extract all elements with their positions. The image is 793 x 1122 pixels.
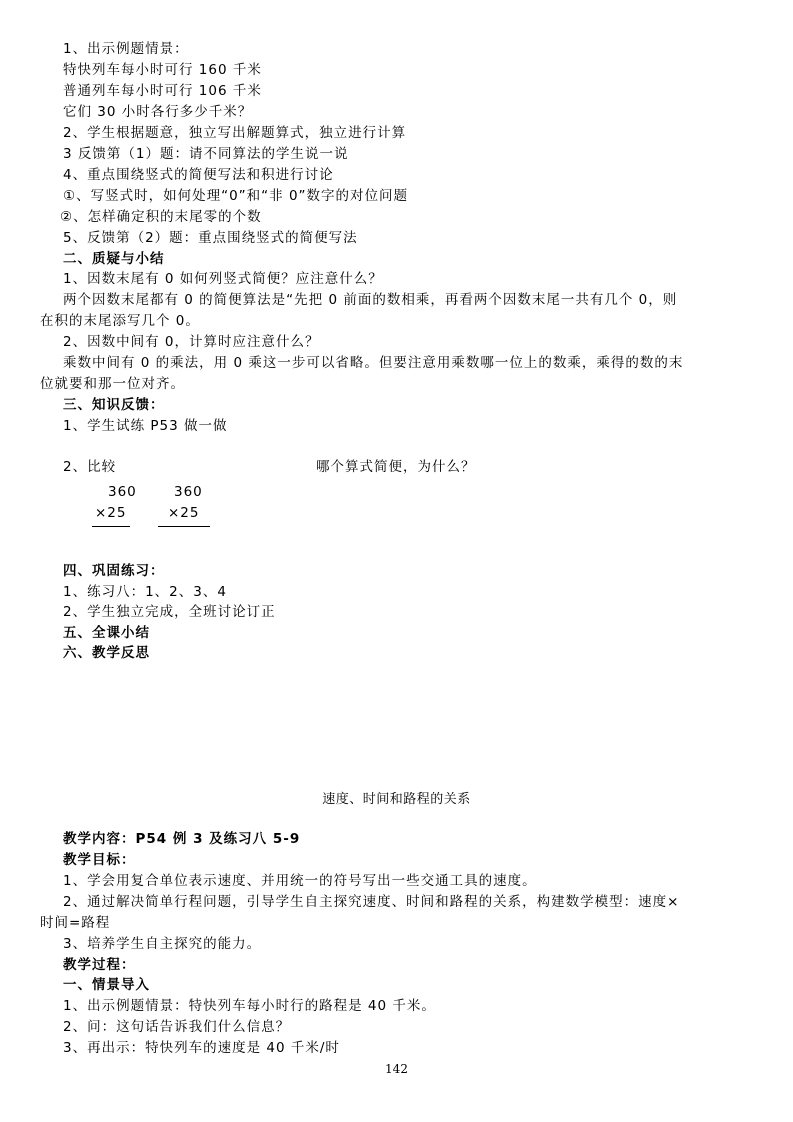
section-2-heading: 二、质疑与小结 xyxy=(63,251,165,267)
goal-2-line-2: 时间=路程 xyxy=(40,915,111,931)
feedback-item-2: 2、比较 xyxy=(63,459,117,475)
goal-2-line-1: 2、通过解决简单行程问题，引导学生自主探究速度、时间和路程的关系，构建数学模型：速度× xyxy=(63,894,680,910)
page-number: 142 xyxy=(385,1062,408,1076)
calc-2-rule xyxy=(158,526,210,527)
calc-1-rule xyxy=(92,526,130,527)
question-line: 它们 30 小时各行多少千米？ xyxy=(63,104,253,120)
answer-1-line-2: 在积的末尾添写几个 0。 xyxy=(40,313,200,329)
process-heading: 教学过程： xyxy=(63,957,136,973)
section-4-heading: 四、巩固练习： xyxy=(63,563,165,579)
question-2: 2、因数中间有 0，计算时应注意什么？ xyxy=(63,334,320,350)
point-1-line: ①、写竖式时，如何处理“0”和“非 0”数字的对位问题 xyxy=(63,188,409,204)
intro-step-2: 2、问：这句话告诉我们什么信息？ xyxy=(63,1019,291,1035)
calc-2-top: 360 xyxy=(174,484,203,500)
calc-1-top: 360 xyxy=(108,484,137,500)
goals-heading: 教学目标： xyxy=(63,852,136,868)
example-intro-line: 1、出示例题情景： xyxy=(63,41,189,57)
step-3-line: 3 反馈第（1）题：请不同算法的学生说一说 xyxy=(63,146,349,162)
practice-item-2: 2、学生独立完成，全班讨论订正 xyxy=(63,604,276,620)
calc-1-bottom: ×25 xyxy=(95,505,127,521)
goal-1: 1、学会用复合单位表示速度、并用统一的符号写出一些交通工具的速度。 xyxy=(63,873,537,889)
step-5-line: 5、反馈第（2）题：重点围绕竖式的简便写法 xyxy=(63,230,358,246)
intro-step-1: 1、出示例题情景：特快列车每小时行的路程是 40 千米。 xyxy=(63,998,436,1014)
goal-3: 3、培养学生自主探究的能力。 xyxy=(63,936,262,952)
section-6-heading: 六、教学反思 xyxy=(63,645,150,661)
compare-question: 哪个算式简便，为什么？ xyxy=(316,459,476,475)
practice-item-1: 1、练习八：1、2、3、4 xyxy=(63,584,227,600)
step-4-line: 4、重点围绕竖式的简便写法和积进行讨论 xyxy=(63,167,334,183)
intro-heading: 一、情景导入 xyxy=(63,977,150,993)
point-2-line: ②、怎样确定积的末尾零的个数 xyxy=(60,209,262,225)
answer-2-line-1: 乘数中间有 0 的乘法，用 0 乘这一步可以省略。但要注意用乘数哪一位上的数乘，乘得的数的末 xyxy=(63,355,684,371)
normal-train-line: 普通列车每小时可行 106 千米 xyxy=(63,83,262,99)
answer-1-line-1: 两个因数末尾都有 0 的简便算法是“先把 0 前面的数相乘，再看两个因数末尾一共有几个 0，则 xyxy=(63,292,678,308)
section-5-heading: 五、全课小结 xyxy=(63,625,150,641)
question-1: 1、因数末尾有 0 如何列竖式简便？应注意什么？ xyxy=(63,271,383,287)
section-3-heading: 三、知识反馈： xyxy=(63,397,165,413)
express-train-line: 特快列车每小时可行 160 千米 xyxy=(63,62,262,78)
lesson-title: 速度、时间和路程的关系 xyxy=(322,792,471,807)
lesson-content: 教学内容：P54 例 3 及练习八 5-9 xyxy=(63,831,301,847)
answer-2-line-2: 位就要和那一位对齐。 xyxy=(40,376,185,392)
feedback-item-1: 1、学生试练 P53 做一做 xyxy=(63,418,228,434)
step-2-line: 2、学生根据题意，独立写出解题算式，独立进行计算 xyxy=(63,125,407,141)
calc-2-bottom: ×25 xyxy=(168,505,200,521)
intro-step-3: 3、再出示：特快列车的速度是 40 千米/时 xyxy=(63,1040,340,1056)
